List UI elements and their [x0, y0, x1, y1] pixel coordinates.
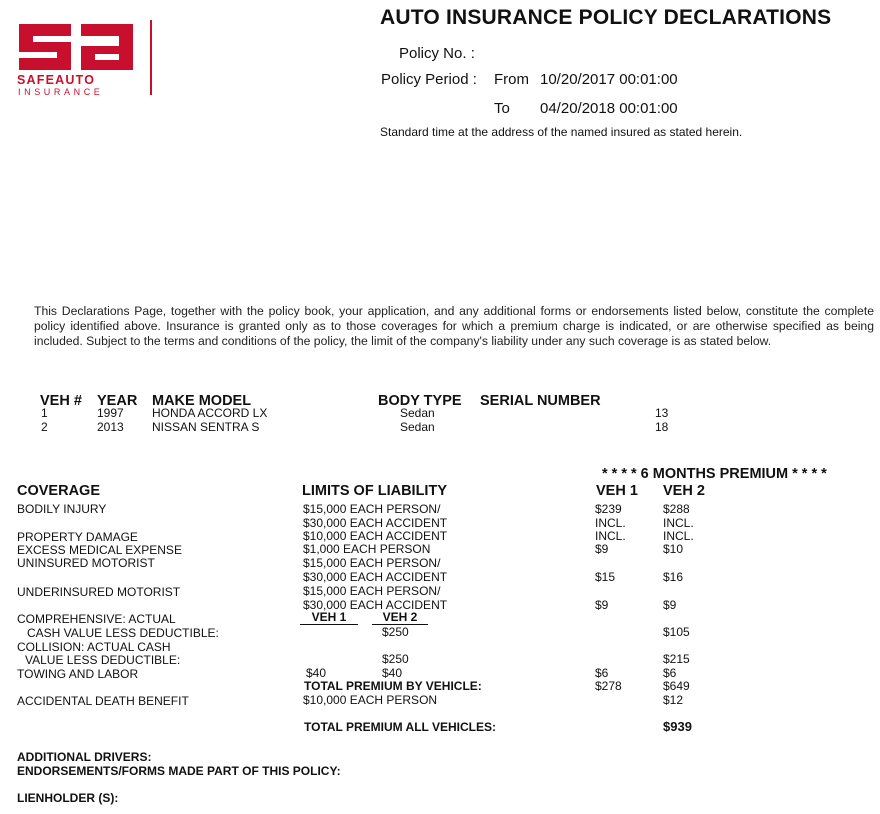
accidental-death-name: ACCIDENTAL DEATH BENEFIT [17, 694, 189, 708]
veh-year: 2013 [97, 420, 124, 434]
to-label: To [494, 100, 510, 117]
coverage-veh2: INCL. [663, 529, 694, 543]
policy-no-label: Policy No. : [399, 45, 475, 62]
policy-period-label: Policy Period : [381, 71, 477, 88]
standard-time-note: Standard time at the address of the named insured as stated herein. [380, 125, 743, 139]
total-by-vehicle-veh1: $278 [595, 679, 622, 693]
logo-tagline: INSURANCE [18, 87, 104, 97]
veh-serial: 18 [655, 420, 669, 434]
total-by-vehicle-label: TOTAL PREMIUM BY VEHICLE: [304, 679, 482, 693]
coverage-limit: $15,000 EACH PERSON/ [303, 584, 441, 598]
coverage-limit: $30,000 EACH ACCIDENT [303, 598, 448, 612]
veh-number: 1 [41, 406, 48, 420]
lienholder-label: LIENHOLDER (S): [17, 791, 119, 805]
coverage-veh1: $9 [595, 542, 609, 556]
towing-veh2: $6 [663, 666, 677, 680]
logo-brand: SAFEAUTO [17, 73, 96, 87]
coverage-veh2: $9 [663, 598, 677, 612]
coverage-veh1: $9 [595, 598, 609, 612]
coverage-limit: $15,000 EACH PERSON/ [303, 502, 441, 516]
veh1-header: VEH 1 [596, 483, 638, 499]
comprehensive-line2: CASH VALUE LESS DEDUCTIBLE: [27, 626, 219, 640]
total-all-value: $939 [663, 719, 692, 734]
collision-line1: COLLISION: ACTUAL CASH [17, 640, 171, 654]
collision-deductible: $250 [382, 652, 409, 666]
veh-serial: 13 [655, 406, 669, 420]
coverage-name: EXCESS MEDICAL EXPENSE [17, 543, 182, 557]
deductible-veh1-header: VEH 1 [300, 610, 358, 625]
veh-body: Sedan [400, 420, 435, 434]
comprehensive-line1: COMPREHENSIVE: ACTUAL [17, 612, 176, 626]
collision-veh2: $215 [663, 652, 690, 666]
coverage-veh1: $239 [595, 502, 622, 516]
coverage-veh2: $10 [663, 542, 684, 556]
coverage-name: PROPERTY DAMAGE [17, 530, 138, 544]
accidental-death-veh2: $12 [663, 693, 684, 707]
coverage-name: BODILY INJURY [17, 502, 107, 516]
veh-body: Sedan [400, 406, 435, 420]
deductible-veh2-header: VEH 2 [372, 610, 428, 625]
premium-banner: * * * * 6 MONTHS PREMIUM * * * * [602, 466, 827, 482]
coverage-limit: $30,000 EACH ACCIDENT [303, 516, 448, 530]
coverage-limit: $1,000 EACH PERSON [303, 542, 431, 556]
coverage-veh1: INCL. [595, 516, 626, 530]
to-value: 04/20/2018 00:01:00 [540, 100, 678, 117]
endorsements-label: ENDORSEMENTS/FORMS MADE PART OF THIS POLICY: [17, 764, 341, 778]
accidental-death-limit: $10,000 EACH PERSON [303, 693, 438, 707]
serial-header: SERIAL NUMBER [480, 393, 601, 409]
veh2-header: VEH 2 [663, 483, 705, 499]
veh-year: 1997 [97, 406, 124, 420]
coverage-header: COVERAGE [17, 483, 100, 499]
total-all-label: TOTAL PREMIUM ALL VEHICLES: [304, 720, 497, 734]
from-value: 10/20/2017 00:01:00 [540, 71, 678, 88]
veh-make-model: NISSAN SENTRA S [152, 420, 260, 434]
page-title: AUTO INSURANCE POLICY DECLARATIONS [380, 6, 832, 29]
total-by-vehicle-veh2: $649 [663, 679, 690, 693]
comprehensive-deductible: $250 [382, 625, 409, 639]
towing-veh1-deductible: $40 [306, 666, 327, 680]
coverage-veh2: INCL. [663, 516, 694, 530]
veh-header: VEH # [40, 393, 82, 409]
veh-number: 2 [41, 420, 48, 434]
towing-name: TOWING AND LABOR [17, 667, 139, 681]
veh-make-model: HONDA ACCORD LX [152, 406, 268, 420]
coverage-veh1: INCL. [595, 529, 626, 543]
coverage-veh1: $15 [595, 570, 616, 584]
body-type-header: BODY TYPE [378, 393, 462, 409]
coverage-limit: $10,000 EACH ACCIDENT [303, 529, 448, 543]
coverage-name: UNINSURED MOTORIST [17, 556, 155, 570]
coverage-name: UNDERINSURED MOTORIST [17, 585, 181, 599]
coverage-veh2: $288 [663, 502, 690, 516]
from-label: From [494, 71, 529, 88]
limits-header: LIMITS OF LIABILITY [302, 483, 447, 499]
towing-veh2-deductible: $40 [382, 666, 403, 680]
make-model-header: MAKE MODEL [152, 393, 252, 409]
comprehensive-veh2: $105 [663, 625, 690, 639]
year-header: YEAR [97, 393, 138, 409]
safeauto-logo [15, 18, 155, 98]
coverage-limit: $15,000 EACH PERSON/ [303, 556, 441, 570]
logo-divider [150, 20, 152, 95]
coverage-limit: $30,000 EACH ACCIDENT [303, 570, 448, 584]
intro-paragraph: This Declarations Page, together with the policy book, your application, and any additional forms or endorsements listed below, constitute the complete policy identified above. Insurance is granted only as to those coverages for which a premium charge is indicated, or are otherwise specified as being included. Subject to the terms and conditions of the policy, the limit of the company's liability under any such coverage is as stated below. [34, 304, 874, 348]
additional-drivers-label: ADDITIONAL DRIVERS: [17, 750, 152, 764]
towing-veh1: $6 [595, 666, 609, 680]
coverage-veh2: $16 [663, 570, 684, 584]
collision-line2: VALUE LESS DEDUCTIBLE: [25, 653, 181, 667]
